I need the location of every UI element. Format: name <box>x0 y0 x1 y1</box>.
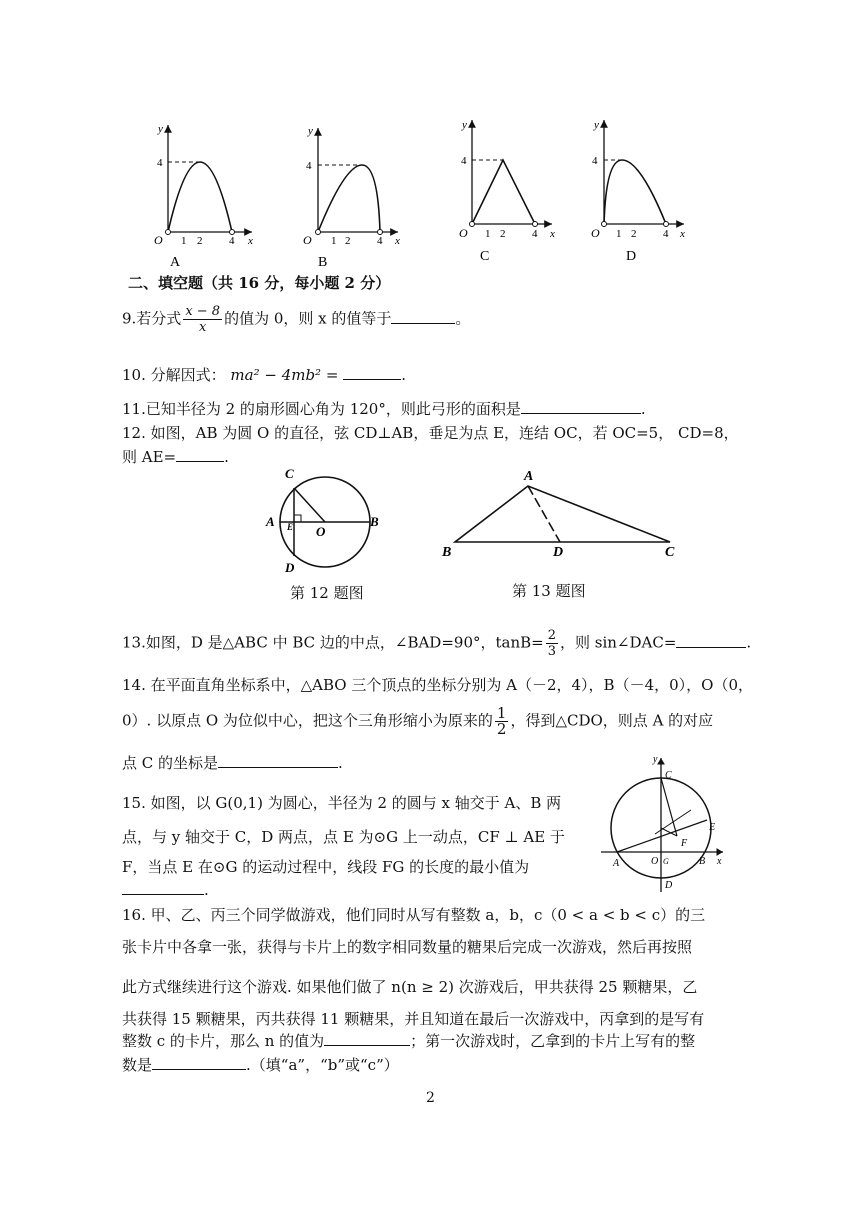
figure-13 <box>441 469 675 560</box>
svg-text:x: x <box>395 235 400 247</box>
x-axis-label: x <box>248 235 253 247</box>
svg-text:C: C <box>665 770 672 781</box>
question-12-line2: 则 AE= . <box>122 448 229 466</box>
svg-text:4: 4 <box>532 228 538 240</box>
svg-text:y: y <box>308 125 313 137</box>
question-15-line4: . <box>122 880 209 899</box>
svg-text:2: 2 <box>345 235 351 247</box>
question-16-line3: 此方式继续进行这个游戏. 如果他们做了 n(n ≥ 2) 次游戏后，甲共获得 25 颗糖果，乙 <box>122 978 698 996</box>
svg-text:D: D <box>285 560 295 575</box>
svg-text:C: C <box>665 545 675 560</box>
svg-text:2: 2 <box>631 228 637 240</box>
x-tick-2: 2 <box>197 235 203 247</box>
svg-text:1: 1 <box>331 235 337 247</box>
question-16-line5: 整数 c 的卡片，那么 n 的值为 ；第一次游戏时，乙拿到的卡片上写有的整 <box>122 1032 696 1050</box>
svg-text:O: O <box>303 233 312 247</box>
svg-text:A: A <box>524 469 534 484</box>
question-15-line3: F，当点 E 在⊙G 的运动过程中，线段 FG 的长度的最小值为 <box>122 858 530 876</box>
question-11: 11.已知半径为 2 的扇形圆心角为 120°，则此弓形的面积是 . <box>122 400 646 418</box>
svg-text:O: O <box>316 524 326 539</box>
svg-text:4: 4 <box>592 155 598 167</box>
graph-choices <box>0 110 867 270</box>
question-10: 10. 分解因式： ma² − 4mb² = . <box>122 366 406 384</box>
y-axis-label: y <box>158 123 163 135</box>
figure-12-caption: 第 12 题图 <box>290 584 364 602</box>
svg-text:4: 4 <box>461 155 467 167</box>
origin-label: O <box>154 233 163 247</box>
figure-15 <box>595 752 735 902</box>
svg-text:F: F <box>681 838 688 849</box>
svg-text:B: B <box>442 545 452 560</box>
graph-d <box>591 119 685 264</box>
graph-c-label: C <box>480 249 490 264</box>
x-tick-1: 1 <box>181 235 187 247</box>
question-13: 13.如图，D 是△ABC 中 BC 边的中点，∠BAD=90°，tanB= $\frac{2}{3}$ ，则 sin∠DAC= . <box>122 628 752 659</box>
question-16-line1: 16. 甲、乙、丙三个同学做游戏，他们同时从写有整数 a，b，c（0 < a < b < c）的三 <box>122 906 706 924</box>
svg-text:2: 2 <box>500 228 506 240</box>
graph-a <box>154 123 253 270</box>
section-heading: 二、填空题（共 16 分，每小题 2 分） <box>128 274 391 292</box>
svg-text:y: y <box>594 119 599 131</box>
svg-text:y: y <box>653 754 658 765</box>
question-16-line2: 张卡片中各拿一张，获得与卡片上的数字相同数量的糖果后完成一次游戏，然后再按照 <box>122 938 693 956</box>
svg-text:O: O <box>651 856 659 867</box>
svg-text:E: E <box>709 822 716 833</box>
graph-d-label: D <box>626 249 637 264</box>
svg-text:O: O <box>591 226 600 240</box>
figure-12 <box>265 466 379 575</box>
graph-a-label: A <box>170 255 181 270</box>
svg-text:B: B <box>370 514 379 529</box>
question-14-line3: 点 C 的坐标是 . <box>122 754 343 772</box>
question-14-line1: 14. 在平面直角坐标系中，△ABO 三个顶点的坐标分别为 A（－2，4），B（－4，0），O（0， <box>122 676 753 694</box>
svg-text:D: D <box>665 880 673 891</box>
graph-b-label: B <box>318 255 328 270</box>
page-number: 2 <box>426 1090 435 1106</box>
svg-text:O: O <box>459 226 468 240</box>
question-15-line2: 点，与 y 轴交于 C，D 两点，点 E 为⊙G 上一动点，CF ⊥ AE 于 <box>122 828 565 846</box>
question-14-line2: 0）. 以原点 O 为位似中心，把这个三角形缩小为原来的 $\frac{1}{2}$ ，得到△CDO，则点 A 的对应 <box>122 704 714 738</box>
question-16-line6: 数是 .（填“a”，“b”或“c”） <box>122 1056 399 1074</box>
svg-text:4: 4 <box>663 228 669 240</box>
svg-text:y: y <box>462 119 467 131</box>
figure-13-caption: 第 13 题图 <box>512 582 586 600</box>
svg-text:D: D <box>553 545 564 560</box>
svg-text:1: 1 <box>485 228 491 240</box>
figures-12-13 <box>0 460 867 590</box>
graph-b <box>303 125 400 270</box>
svg-text:B: B <box>699 856 706 867</box>
svg-text:E: E <box>287 522 294 532</box>
question-16-line4: 共获得 15 颗糖果，丙共获得 11 颗糖果，并且知道在最后一次游戏中，丙拿到的是写有 <box>122 1010 705 1028</box>
svg-text:G: G <box>663 857 669 866</box>
y-tick-4: 4 <box>157 157 163 169</box>
svg-text:C: C <box>285 466 294 481</box>
svg-text:x: x <box>717 856 722 867</box>
svg-text:A: A <box>266 514 275 529</box>
svg-text:x: x <box>550 228 555 240</box>
svg-text:4: 4 <box>377 235 383 247</box>
x-tick-4: 4 <box>229 235 235 247</box>
question-9: 9.若分式 $\frac{x - 8}{x}$ 的值为 0，则 x 的值等于 。 <box>122 304 471 335</box>
question-12-line1: 12. 如图，AB 为圆 O 的直径，弦 CD⊥AB，垂足为点 E，连结 OC，若 OC=5， CD=8， <box>122 424 739 442</box>
svg-text:4: 4 <box>306 160 312 172</box>
svg-text:A: A <box>613 858 620 869</box>
question-15-line1: 15. 如图，以 G(0,1) 为圆心，半径为 2 的圆与 x 轴交于 A、B 两 <box>122 794 562 812</box>
svg-text:x: x <box>680 228 685 240</box>
graph-c <box>459 119 555 264</box>
svg-text:1: 1 <box>616 228 622 240</box>
